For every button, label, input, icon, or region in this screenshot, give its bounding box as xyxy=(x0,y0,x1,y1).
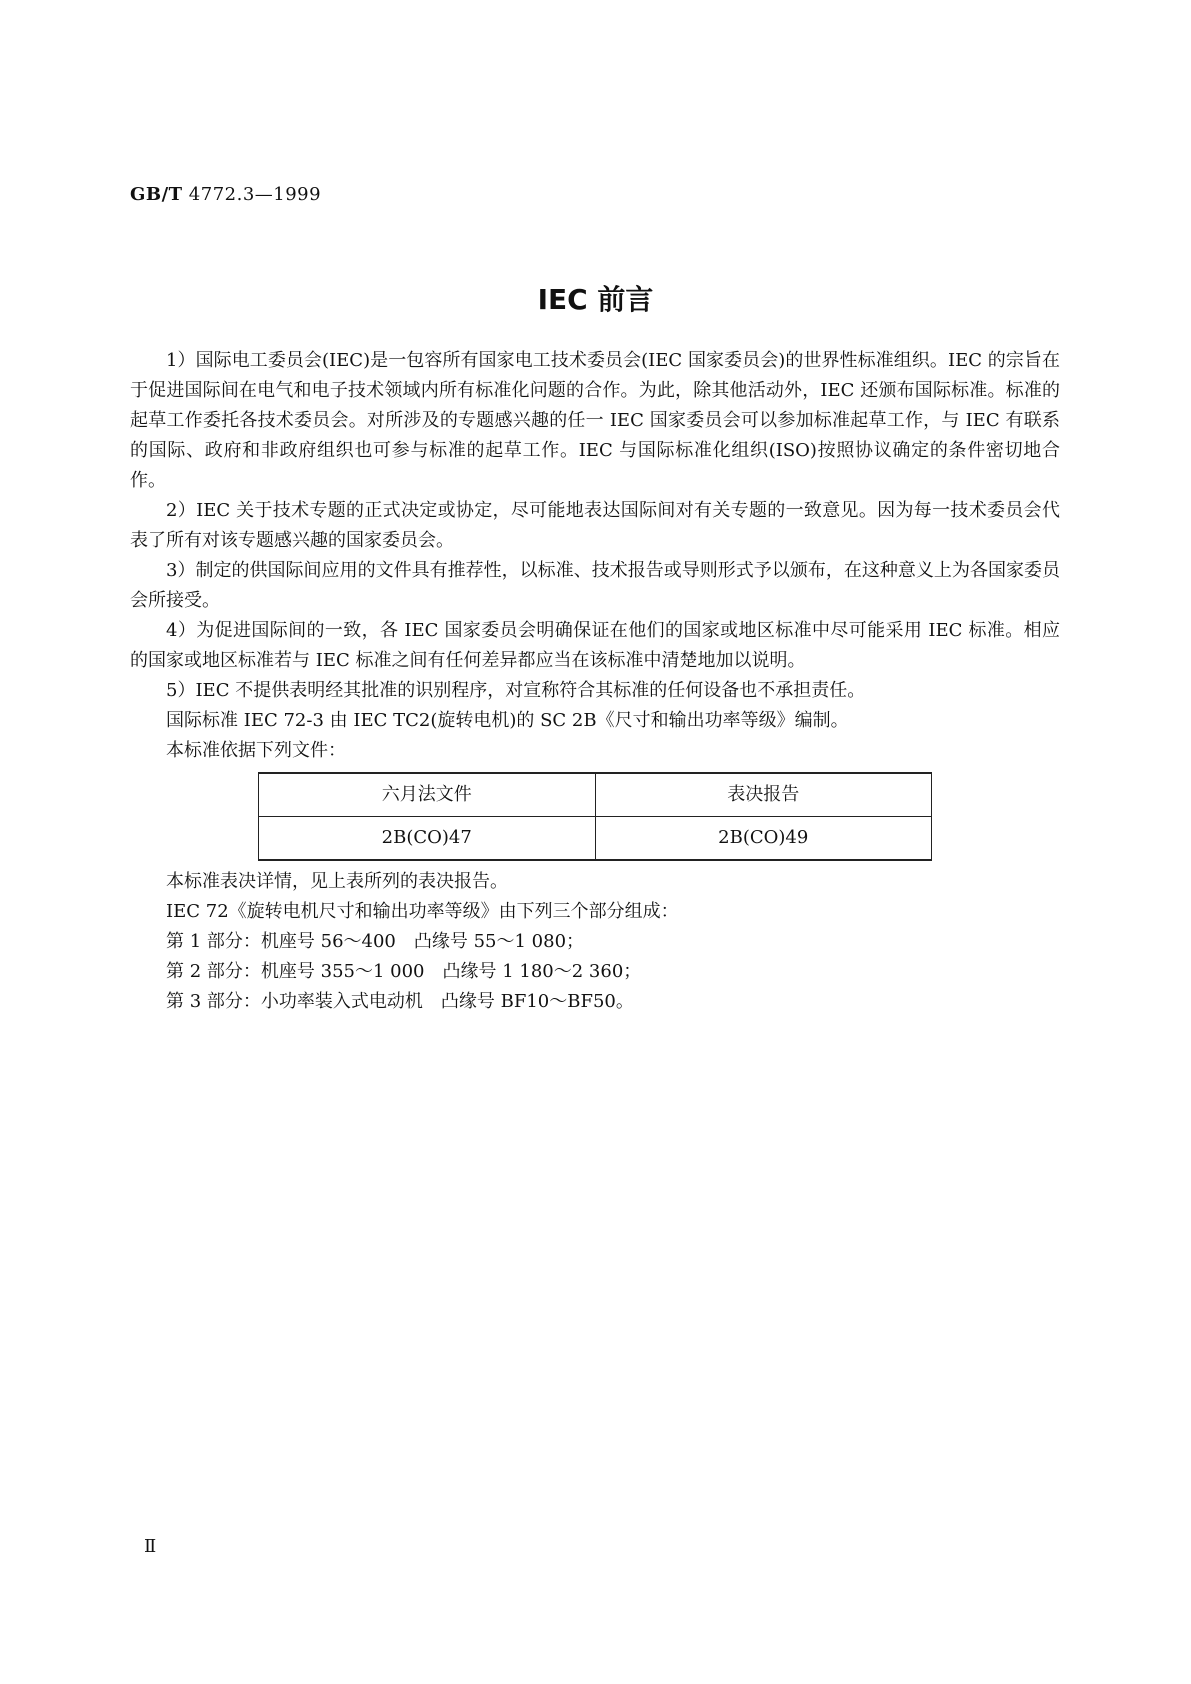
document-code xyxy=(130,184,321,205)
paragraph-4: 4）为促进国际间的一致，各 IEC 国家委员会明确保证在他们的国家或地区标准中尽可能采用 IEC 标准。相应的国家或地区标准若与 IEC 标准之间有任何差异都应当在该标准中清楚地加以说明。 xyxy=(130,620,1060,671)
table-cell: 2B(CO)47 xyxy=(259,817,596,861)
after-line-2: IEC 72《旋转电机尺寸和输出功率等级》由下列三个部分组成： xyxy=(166,901,679,922)
document-code-prefix: GB/T xyxy=(130,184,183,205)
table-cell: 2B(CO)49 xyxy=(595,817,932,861)
paragraph-1: 1）国际电工委员会(IEC)是一包容所有国家电工技术委员会(IEC 国家委员会)的世界性标准组织。IEC 的宗旨在于促进国际间在电气和电子技术领域内所有标准化问题的合作。为此，除其他活动外，IEC 还颁布国际标准。标准的起草工作委托各技术委员会。对所涉及的专题感兴趣的任一 IEC 国家委员会可以参加标准起草工作，与 IEC 有联系的国际、政府和非政府组织也可参与标准的起草工作。IEC 与国际标准化组织(ISO)按照协议确定的条件密切地合作。 xyxy=(130,350,1060,491)
part-1-line: 第 1 部分：机座号 56～400 凸缘号 55～1 080； xyxy=(166,931,585,952)
table-header-row xyxy=(259,773,932,817)
part-2-line: 第 2 部分：机座号 355～1 000 凸缘号 1 180～2 360； xyxy=(166,961,642,982)
document-table xyxy=(258,772,932,861)
intro-line-1: 国际标准 IEC 72-3 由 IEC TC2(旋转电机)的 SC 2B《尺寸和输出功率等级》编制。 xyxy=(166,710,849,731)
table-header-cell: 表决报告 xyxy=(595,773,932,817)
document-body xyxy=(130,346,1060,1017)
page-number: Ⅱ xyxy=(144,1536,157,1557)
intro-line-2: 本标准依据下列文件： xyxy=(166,740,346,761)
paragraph-5: 5）IEC 不提供表明经其批准的识别程序，对宣称符合其标准的任何设备也不承担责任。 xyxy=(166,680,866,701)
document-code-number: 4772.3—1999 xyxy=(182,184,322,205)
after-line-1: 本标准表决详情，见上表所列的表决报告。 xyxy=(166,871,508,892)
table-row xyxy=(259,817,932,861)
part-3-line: 第 3 部分：小功率装入式电动机 凸缘号 BF10～BF50。 xyxy=(166,991,634,1012)
paragraph-2: 2）IEC 关于技术专题的正式决定或协定，尽可能地表达国际间对有关专题的一致意见。因为每一技术委员会代表了所有对该专题感兴趣的国家委员会。 xyxy=(130,500,1060,551)
paragraph-3: 3）制定的供国际间应用的文件具有推荐性，以标准、技术报告或导则形式予以颁布，在这种意义上为各国家委员会所接受。 xyxy=(130,560,1060,611)
page-title: IEC 前言 xyxy=(537,283,654,316)
table-header-cell: 六月法文件 xyxy=(259,773,596,817)
